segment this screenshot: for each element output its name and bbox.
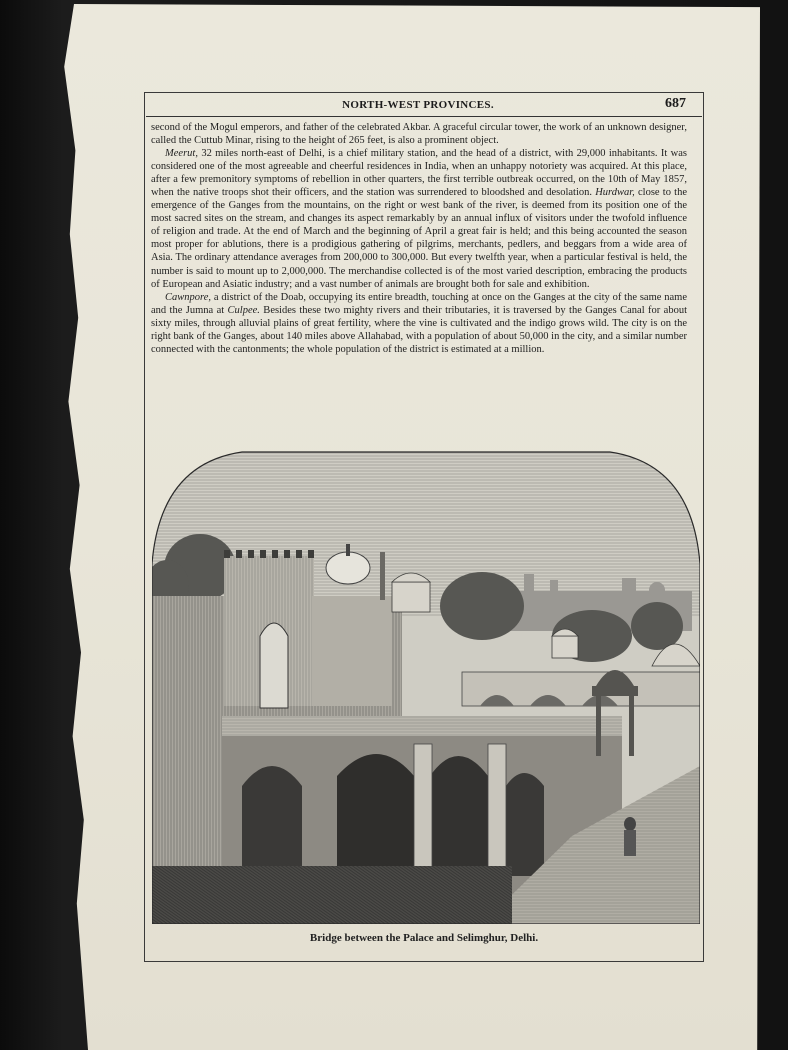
running-header	[150, 96, 686, 115]
term-meerut: Meerut,	[165, 148, 198, 160]
body-text	[151, 121, 687, 356]
term-hurdwar: Hurdwar,	[595, 187, 635, 199]
paragraph-cawnpore: Cawnpore, a district of the Doab, occupying its entire breadth, touching at once on the Ganges at the city of the same name and the Jumna at Culpee. Besides these two mighty rivers and their tributaries, it is traversed by the Ganges Canal for about sixty miles, through alluvial plains of great fertility, where the vine is cultivated and the indigo grows wild. The city is on the right bank of the Ganges, about 140 miles above Allahabad, with a population of about 50,000 in the city, and a similar number connected with the cantonments; the whole population of the district is estimated at a million.	[151, 291, 687, 355]
page-number: 687	[665, 96, 686, 111]
term-culpee: Culpee.	[227, 304, 260, 316]
paragraph-delhi: second of the Mogul emperors, and father of the celebrated Akbar. A graceful circular tower, the work of an unknown designer, called the Cuttub Minar, rising to the height of 265 feet, is also a prominent object.	[151, 122, 687, 147]
term-cawnpore: Cawnpore,	[165, 291, 211, 303]
engraving-illustration	[152, 446, 700, 924]
upper-bridge	[462, 672, 700, 706]
paragraph-meerut: Meerut, 32 miles north-east of Delhi, is a chief military station, and the head of a district, with 29,000 inhabitants. It was considered one of the most agreeable and cheerful residences in India, when an unhappy notoriety was acquired. At this place, after a few premonitory symptoms of rebellion in other quarters, the first terrible outbreak occurred, on the 10th of May 1857, when the native troops shot their officers, and the station was surrendered to bloodshed and desolation. Hurdwar, close to the emergence of the Ganges from the mountains, on the right or west bank of the river, is deemed from its position one of the most sacred sites on the stream, and changes its aspect remarkably by an annual influx of visitors under the twofold influence of religion and trade. At the end of March and the beginning of April a great fair is held; and this being accounted the season most proper for ablutions, there is a prodigious gathering of pilgrims, merchants, pedlers, and beggars from a wide area of Asia. The ordinary attendance averages from 200,000 to 300,000. But every twelfth year, when a particular festival is held, the number is said to mount up to 2,000,000. The merchandise collected is of the most varied description, embracing the products of European and Asiatic industry; and a vast number of animals are brought both for sale and exhibition.	[151, 148, 687, 290]
figure-caption: Bridge between the Palace and Selimghur, Delhi.	[309, 932, 539, 944]
running-title: NORTH-WEST PROVINCES.	[342, 99, 494, 111]
header-rule	[146, 116, 702, 117]
